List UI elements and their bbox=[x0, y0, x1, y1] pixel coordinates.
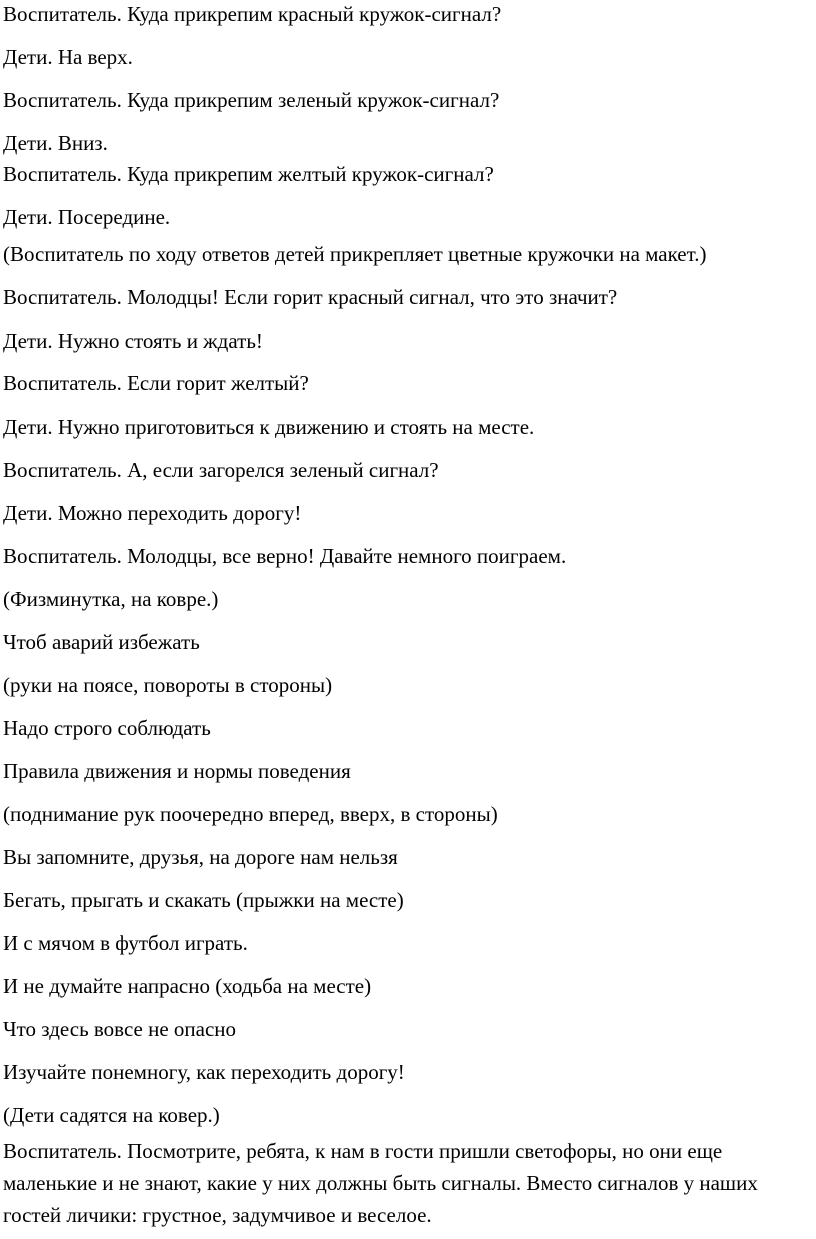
dialogue-line-10: Дети. Нужно приготовиться к движению и стоять на месте. bbox=[3, 415, 535, 439]
stage-direction-1: (Воспитатель по ходу ответов детей прикрепляет цветные кружочки на макет.) bbox=[3, 242, 707, 266]
stage-direction-4: (поднимание рук поочередно вперед, вверх, в стороны) bbox=[3, 802, 498, 826]
poem-line-8: Что здесь вовсе не опасно bbox=[3, 1017, 237, 1041]
dialogue-line-11: Воспитатель. А, если загорелся зеленый сигнал? bbox=[3, 458, 439, 482]
poem-line-6: И с мячом в футбол играть. bbox=[3, 931, 248, 955]
final-paragraph: Воспитатель. Посмотрите, ребята, к нам в гости пришли светофоры, но они еще маленькие и не знают, какие у них должны быть сигналы. Вместо сигналов у наших гостей личики: грустное, задумчивое и веселое. bbox=[3, 1139, 758, 1227]
dialogue-line-7: Воспитатель. Молодцы! Если горит красный сигнал, что это значит? bbox=[3, 285, 618, 309]
poem-line-1: Чтоб аварий избежать bbox=[3, 630, 200, 654]
dialogue-line-6: Дети. Посередине. bbox=[3, 205, 171, 229]
dialogue-line-12: Дети. Можно переходить дорогу! bbox=[3, 501, 302, 525]
dialogue-line-3: Воспитатель. Куда прикрепим зеленый кружок-сигнал? bbox=[3, 88, 500, 112]
dialogue-line-5: Воспитатель. Куда прикрепим желтый кружок-сигнал? bbox=[3, 162, 494, 186]
poem-line-4: Вы запомните, друзья, на дороге нам нельзя bbox=[3, 845, 398, 869]
dialogue-line-8: Дети. Нужно стоять и ждать! bbox=[3, 329, 263, 353]
dialogue-line-1: Воспитатель. Куда прикрепим красный кружок-сигнал? bbox=[3, 2, 502, 26]
dialogue-line-9: Воспитатель. Если горит желтый? bbox=[3, 371, 309, 395]
poem-line-7: И не думайте напрасно (ходьба на месте) bbox=[3, 974, 372, 998]
dialogue-line-2: Дети. На верх. bbox=[3, 45, 133, 69]
dialogue-line-4: Дети. Вниз. bbox=[3, 131, 108, 155]
poem-line-9: Изучайте понемногу, как переходить дорогу! bbox=[3, 1060, 405, 1084]
dialogue-line-13: Воспитатель. Молодцы, все верно! Давайте немного поиграем. bbox=[3, 544, 567, 568]
poem-line-3: Правила движения и нормы поведения bbox=[3, 759, 351, 783]
poem-line-2: Надо строго соблюдать bbox=[3, 716, 211, 740]
stage-direction-2: (Физминутка, на ковре.) bbox=[3, 587, 219, 611]
stage-direction-5: (Дети садятся на ковер.) bbox=[3, 1103, 220, 1127]
poem-line-5: Бегать, прыгать и скакать (прыжки на месте) bbox=[3, 888, 404, 912]
stage-direction-3: (руки на поясе, повороты в стороны) bbox=[3, 673, 333, 697]
